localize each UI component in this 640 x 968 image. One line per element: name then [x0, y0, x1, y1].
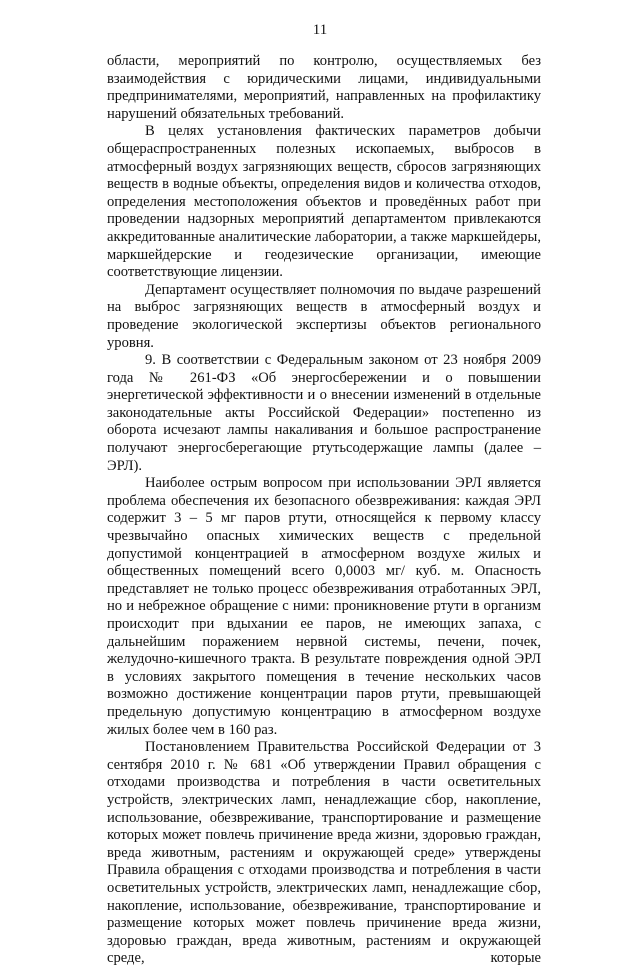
- paragraph: В целях установления фактических параметров добычи общераспространенных полезных ископаемых, выбросов в атмосферный воздух загрязняющих веществ, сбросов загрязняющих веществ в водные объекты, определения видов и количества отходов, определения местоположения объектов и проведённых работ при проведении надзорных мероприятий департаментом привлекаются аккредитованные аналитические лаборатории, а также маркшейдеры, маркшейдерские и геодезические организации, имеющие соответствующие лицензии.: [107, 123, 541, 281]
- paragraph: области, мероприятий по контролю, осуществляемых без взаимодействия с юридическими лицами, индивидуальными предпринимателями, мероприятий, направленных на профилактику нарушений обязательных требований.: [107, 53, 541, 122]
- paragraph: Наиболее острым вопросом при использовании ЭРЛ является проблема обеспечения их безопасного обезвреживания: каждая ЭРЛ содержит 3 – 5 мг паров ртути, относящейся к первому классу чрезвычайно опасных химических веществ с предельной допустимой концентрацией в атмосферном воздухе жилых и общественных помещений всего 0,0003 мг/ куб. м. Опасность представляет не только процесс обезвреживания отработанных ЭРЛ, но и небрежное обращение с ними: проникновение ртути в организм происходит при вдыхании ее паров, не имеющих запаха, с дальнейшим поражением нервной системы, печени, почек, желудочно-кишечного тракта. В результате повреждения одной ЭРЛ в условиях закрытого помещения в течение нескольких часов возможно достижение концентрации паров ртути, превышающей предельную допустимую концентрацию в атмосферном воздухе жилых более чем в 160 раз.: [107, 475, 541, 738]
- paragraph: Постановлением Правительства Российской Федерации от 3 сентября 2010 г. № 681 «Об утверждении Правил обращения с отходами производства и потребления в части осветительных устройств, электрических ламп, ненадлежащие сбор, накопление, использование, обезвреживание, транспортирование и размещение которых может повлечь причинение вреда жизни, здоровью граждан, вреда животным, растениям и окружающей среде» утверждены Правила обращения с отходами производства и потребления в части осветительных устройств, электрических ламп, ненадлежащие сбор, накопление, использование, обезвреживание, транспортирование и размещение которых может повлечь причинение вреда жизни, здоровью граждан, вреда животным, растениям и окружающей среде, которые: [107, 739, 541, 967]
- paragraph: 9. В соответствии с Федеральным законом от 23 ноября 2009 года № 261-ФЗ «Об энергосбережении и о повышении энергетической эффективности и о внесении изменений в отдельные законодательные акты Российской Федерации» постепенно из оборота исчезают лампы накаливания и большое распространение получают энергосберегающие ртутьсодержащие лампы (далее – ЭРЛ).: [107, 352, 541, 474]
- paragraph: Департамент осуществляет полномочия по выдаче разрешений на выброс загрязняющих веществ в атмосферный воздух и проведение экологической экспертизы объектов регионального уровня.: [107, 281, 541, 351]
- page-number: 11: [312, 22, 328, 38]
- document-body: [107, 53, 541, 968]
